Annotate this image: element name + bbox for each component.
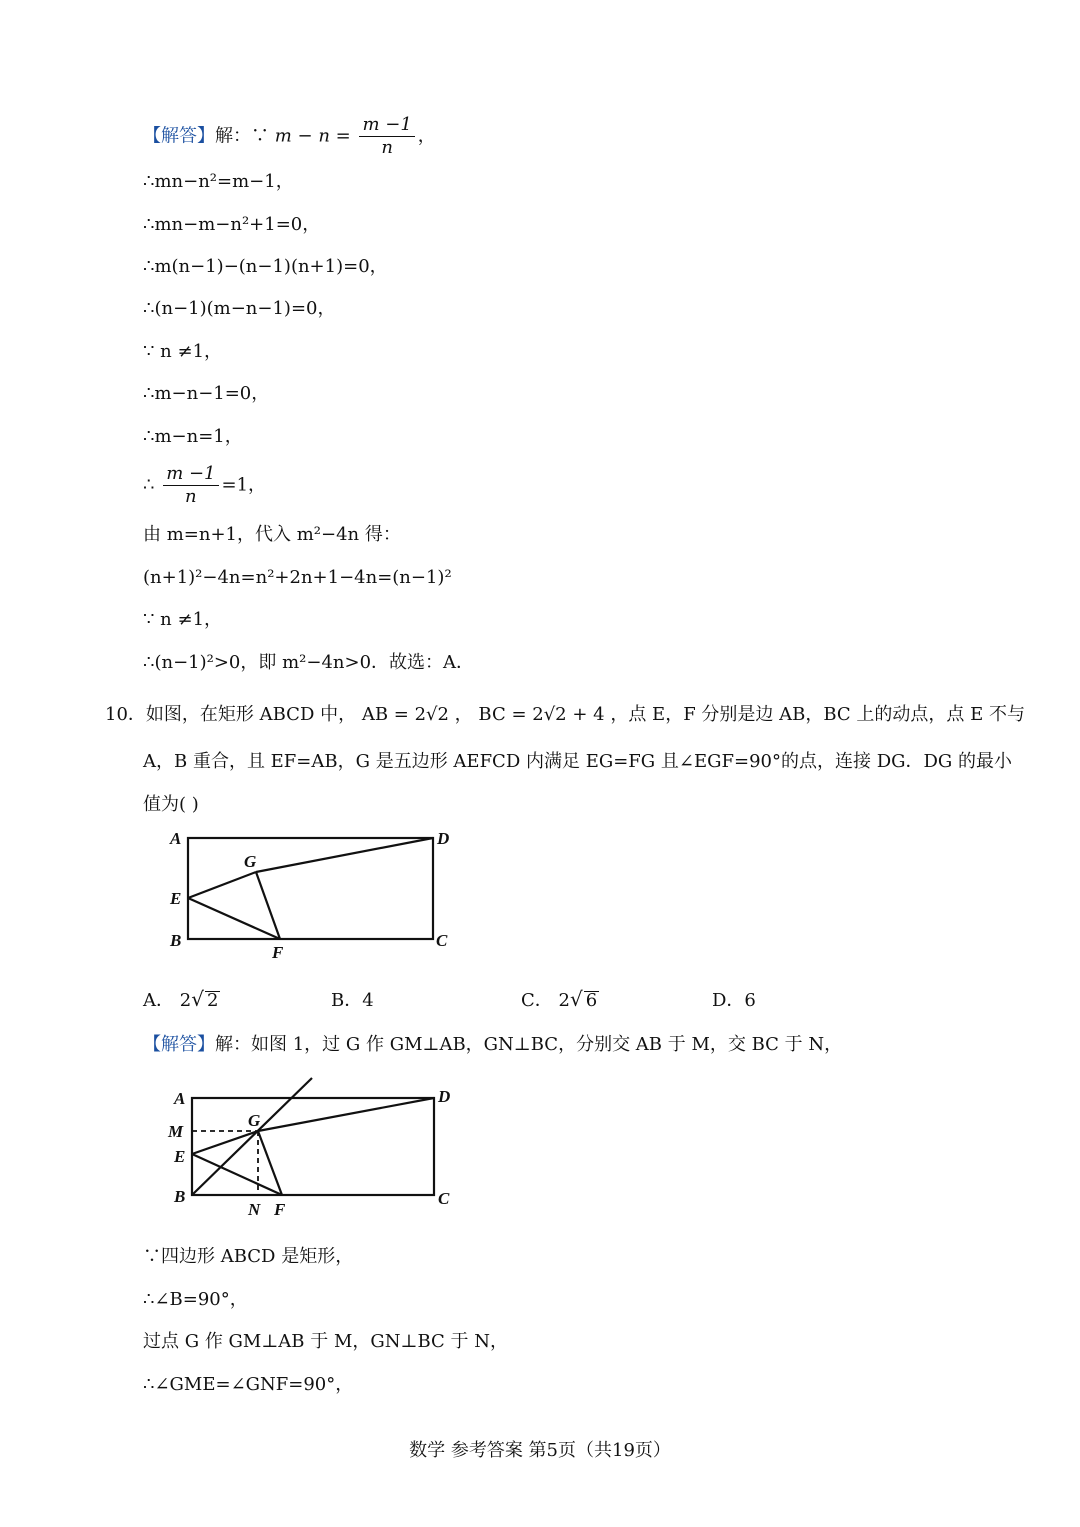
option-a: A． 2√ 2 bbox=[143, 987, 219, 1011]
diagonal-line-through-g bbox=[192, 1078, 312, 1195]
step-line-6: ∴m−n−1=0， bbox=[143, 383, 270, 404]
point-label-g: G bbox=[248, 1111, 261, 1130]
rectangle-abcd bbox=[188, 838, 433, 939]
segment-eg bbox=[188, 872, 256, 898]
substitution-line: 由 m=n+1，代入 m²−4n 得： bbox=[143, 524, 401, 545]
solution2-step-4: ∴∠GME=∠GNF=90°， bbox=[143, 1374, 354, 1395]
option-c: C． 2√ 6 bbox=[521, 987, 598, 1011]
point-label-b: B bbox=[170, 931, 182, 950]
fraction: $\frac{m -1}{n}$ bbox=[163, 463, 218, 508]
option-d: D．6 bbox=[712, 990, 756, 1011]
equation-lhs: m − n = bbox=[274, 125, 351, 147]
segment-eg bbox=[192, 1131, 258, 1154]
point-label-b: B bbox=[174, 1187, 186, 1206]
solution-figure-1 bbox=[160, 1072, 470, 1224]
solution2-step-1: ∵四边形 ABCD 是矩形， bbox=[143, 1246, 354, 1267]
question-line-2: A，B 重合，且 EF=AB，G 是五边形 AEFCD 内满足 EG=FG 且∠EGF=90°的点，连接 DG．DG 的最小 bbox=[143, 751, 1013, 772]
segment-gd bbox=[258, 1098, 434, 1131]
solution2-step-2: ∴∠B=90°， bbox=[143, 1289, 248, 1310]
option-b: B．4 bbox=[331, 990, 374, 1011]
step-fraction-line: ∴ $\frac{m -1}{n}$ =1， bbox=[143, 463, 267, 507]
segment-ef bbox=[188, 898, 280, 939]
point-label-c: C bbox=[438, 1189, 450, 1208]
intro-text: 解：∵ bbox=[215, 125, 269, 147]
conclusion-line: ∴(n−1)²>0，即 m²−4n>0．故选：A． bbox=[143, 652, 475, 673]
expansion-line: (n+1)²−4n=n²+2n+1−4n=(n−1)² bbox=[143, 567, 452, 588]
point-label-d: D bbox=[437, 829, 450, 848]
solution-label: 【解答】 bbox=[143, 125, 215, 147]
solution2-step-3: 过点 G 作 GM⊥AB 于 M，GN⊥BC 于 N， bbox=[143, 1331, 508, 1352]
point-label-g: G bbox=[244, 852, 257, 871]
point-label-c: C bbox=[436, 931, 448, 950]
step-line-1: ∴mn−n²=m−1， bbox=[143, 171, 294, 192]
point-label-f: F bbox=[274, 1200, 286, 1219]
segment-gd bbox=[256, 838, 433, 872]
rectangle-abcd bbox=[192, 1098, 434, 1195]
point-label-e: E bbox=[174, 1147, 186, 1166]
step-line-5: ∵ n ≠1， bbox=[143, 341, 223, 362]
step-line-4: ∴(n−1)(m−n−1)=0， bbox=[143, 298, 336, 319]
point-label-f: F bbox=[272, 943, 284, 962]
step-line-2: ∴mn−m−n²+1=0， bbox=[143, 214, 321, 235]
condition-line: ∵ n ≠1， bbox=[143, 609, 223, 630]
point-label-e: E bbox=[170, 889, 182, 908]
solution-label: 【解答】 bbox=[143, 1034, 215, 1055]
page-footer: 数学 参考答案 第5页（共19页） bbox=[409, 1440, 671, 1461]
point-label-a: A bbox=[174, 1089, 186, 1108]
point-label-a: A bbox=[170, 829, 182, 848]
question-line-3: 值为( ) bbox=[143, 794, 199, 815]
solution-intro-line: 【解答】解：∵ m − n = $\frac{m -1}{n}$ ， bbox=[143, 114, 436, 158]
point-label-m: M bbox=[168, 1122, 184, 1141]
question-line-1: 10．如图，在矩形 ABCD 中， AB = 2√2 ， BC = 2√2 + 4 ，点 E，F 分别是边 AB，BC 上的动点，点 E 不与 bbox=[105, 704, 1025, 725]
step-line-7: ∴m−n=1， bbox=[143, 426, 243, 447]
step-line-3: ∴m(n−1)−(n−1)(n+1)=0， bbox=[143, 256, 388, 277]
point-label-d: D bbox=[438, 1087, 451, 1106]
point-label-n: N bbox=[248, 1200, 261, 1219]
fraction: $\frac{m -1}{n}$ bbox=[359, 114, 414, 159]
question-figure bbox=[160, 822, 470, 967]
solution2-line: 【解答】解：如图 1，过 G 作 GM⊥AB，GN⊥BC，分别交 AB 于 M，交 BC 于 N， bbox=[143, 1034, 843, 1055]
